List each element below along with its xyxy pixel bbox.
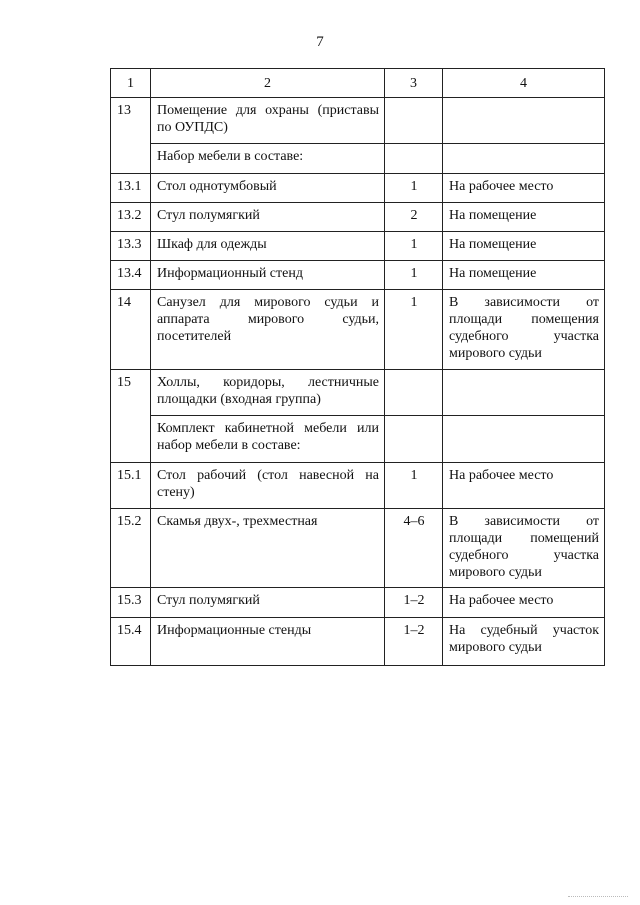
row-number: 15.4 bbox=[111, 618, 151, 666]
table-row bbox=[111, 509, 605, 588]
row-note: В зависимости от площади помещений судебного участка мирового судьи bbox=[443, 509, 605, 588]
table-row bbox=[111, 370, 605, 416]
row-name: Помещение для охраны (приставы по ОУПДС) bbox=[151, 98, 385, 144]
table-row bbox=[111, 98, 605, 144]
row-name: Холлы, коридоры, лестничные площадки (входная группа) bbox=[151, 370, 385, 416]
row-quantity bbox=[385, 144, 443, 174]
row-quantity: 1–2 bbox=[385, 588, 443, 618]
row-note: В зависимости от площади помещения судебного участка мирового судьи bbox=[443, 290, 605, 370]
row-quantity bbox=[385, 416, 443, 463]
row-number: 13.2 bbox=[111, 203, 151, 232]
row-number: 13 bbox=[111, 98, 151, 144]
header-cell: 4 bbox=[443, 69, 605, 98]
header-cell: 1 bbox=[111, 69, 151, 98]
row-name: Информационные стенды bbox=[151, 618, 385, 666]
row-number: 13.4 bbox=[111, 261, 151, 290]
row-name: Информационный стенд bbox=[151, 261, 385, 290]
row-name: Стул полумягкий bbox=[151, 588, 385, 618]
row-number: 15.1 bbox=[111, 463, 151, 509]
header-cell: 3 bbox=[385, 69, 443, 98]
furniture-table bbox=[110, 68, 605, 666]
table-row bbox=[111, 232, 605, 261]
row-note: На рабочее место bbox=[443, 588, 605, 618]
row-quantity: 1 bbox=[385, 232, 443, 261]
row-name: Шкаф для одежды bbox=[151, 232, 385, 261]
row-number: 13.3 bbox=[111, 232, 151, 261]
row-quantity: 1–2 bbox=[385, 618, 443, 666]
row-note: На рабочее место bbox=[443, 463, 605, 509]
row-name: Стул полумягкий bbox=[151, 203, 385, 232]
row-name: Комплект кабинетной мебели или набор мебели в составе: bbox=[151, 416, 385, 463]
table-row bbox=[111, 203, 605, 232]
row-name: Набор мебели в составе: bbox=[151, 144, 385, 174]
row-name: Скамья двух-, трехместная bbox=[151, 509, 385, 588]
row-note bbox=[443, 144, 605, 174]
row-quantity bbox=[385, 370, 443, 416]
table-row bbox=[111, 588, 605, 618]
row-note: На помещение bbox=[443, 203, 605, 232]
row-number: 13.1 bbox=[111, 174, 151, 203]
row-quantity: 2 bbox=[385, 203, 443, 232]
row-quantity: 1 bbox=[385, 463, 443, 509]
row-name: Стол рабочий (стол навесной на стену) bbox=[151, 463, 385, 509]
row-name: Санузел для мирового судьи и аппарата мирового судьи, посетителей bbox=[151, 290, 385, 370]
row-name: Стол однотумбовый bbox=[151, 174, 385, 203]
row-quantity: 1 bbox=[385, 174, 443, 203]
scan-artifact-mark bbox=[568, 896, 628, 899]
row-note: На рабочее место bbox=[443, 174, 605, 203]
row-number bbox=[111, 144, 151, 174]
table-row bbox=[111, 290, 605, 370]
row-note: На судебный участок мирового судьи bbox=[443, 618, 605, 666]
table-header-row bbox=[111, 69, 605, 98]
row-note bbox=[443, 416, 605, 463]
row-quantity: 1 bbox=[385, 290, 443, 370]
row-number: 15.3 bbox=[111, 588, 151, 618]
row-note bbox=[443, 370, 605, 416]
row-number: 15.2 bbox=[111, 509, 151, 588]
row-number bbox=[111, 416, 151, 463]
header-cell: 2 bbox=[151, 69, 385, 98]
row-number: 15 bbox=[111, 370, 151, 416]
row-note: На помещение bbox=[443, 232, 605, 261]
row-note: На помещение bbox=[443, 261, 605, 290]
row-quantity: 4–6 bbox=[385, 509, 443, 588]
row-note bbox=[443, 98, 605, 144]
row-number: 14 bbox=[111, 290, 151, 370]
table-row bbox=[111, 463, 605, 509]
table-row bbox=[111, 618, 605, 666]
table-row bbox=[111, 261, 605, 290]
table-row bbox=[111, 416, 605, 463]
table-row bbox=[111, 144, 605, 174]
row-quantity bbox=[385, 98, 443, 144]
page-number: 7 bbox=[316, 34, 324, 50]
row-quantity: 1 bbox=[385, 261, 443, 290]
table-row bbox=[111, 174, 605, 203]
